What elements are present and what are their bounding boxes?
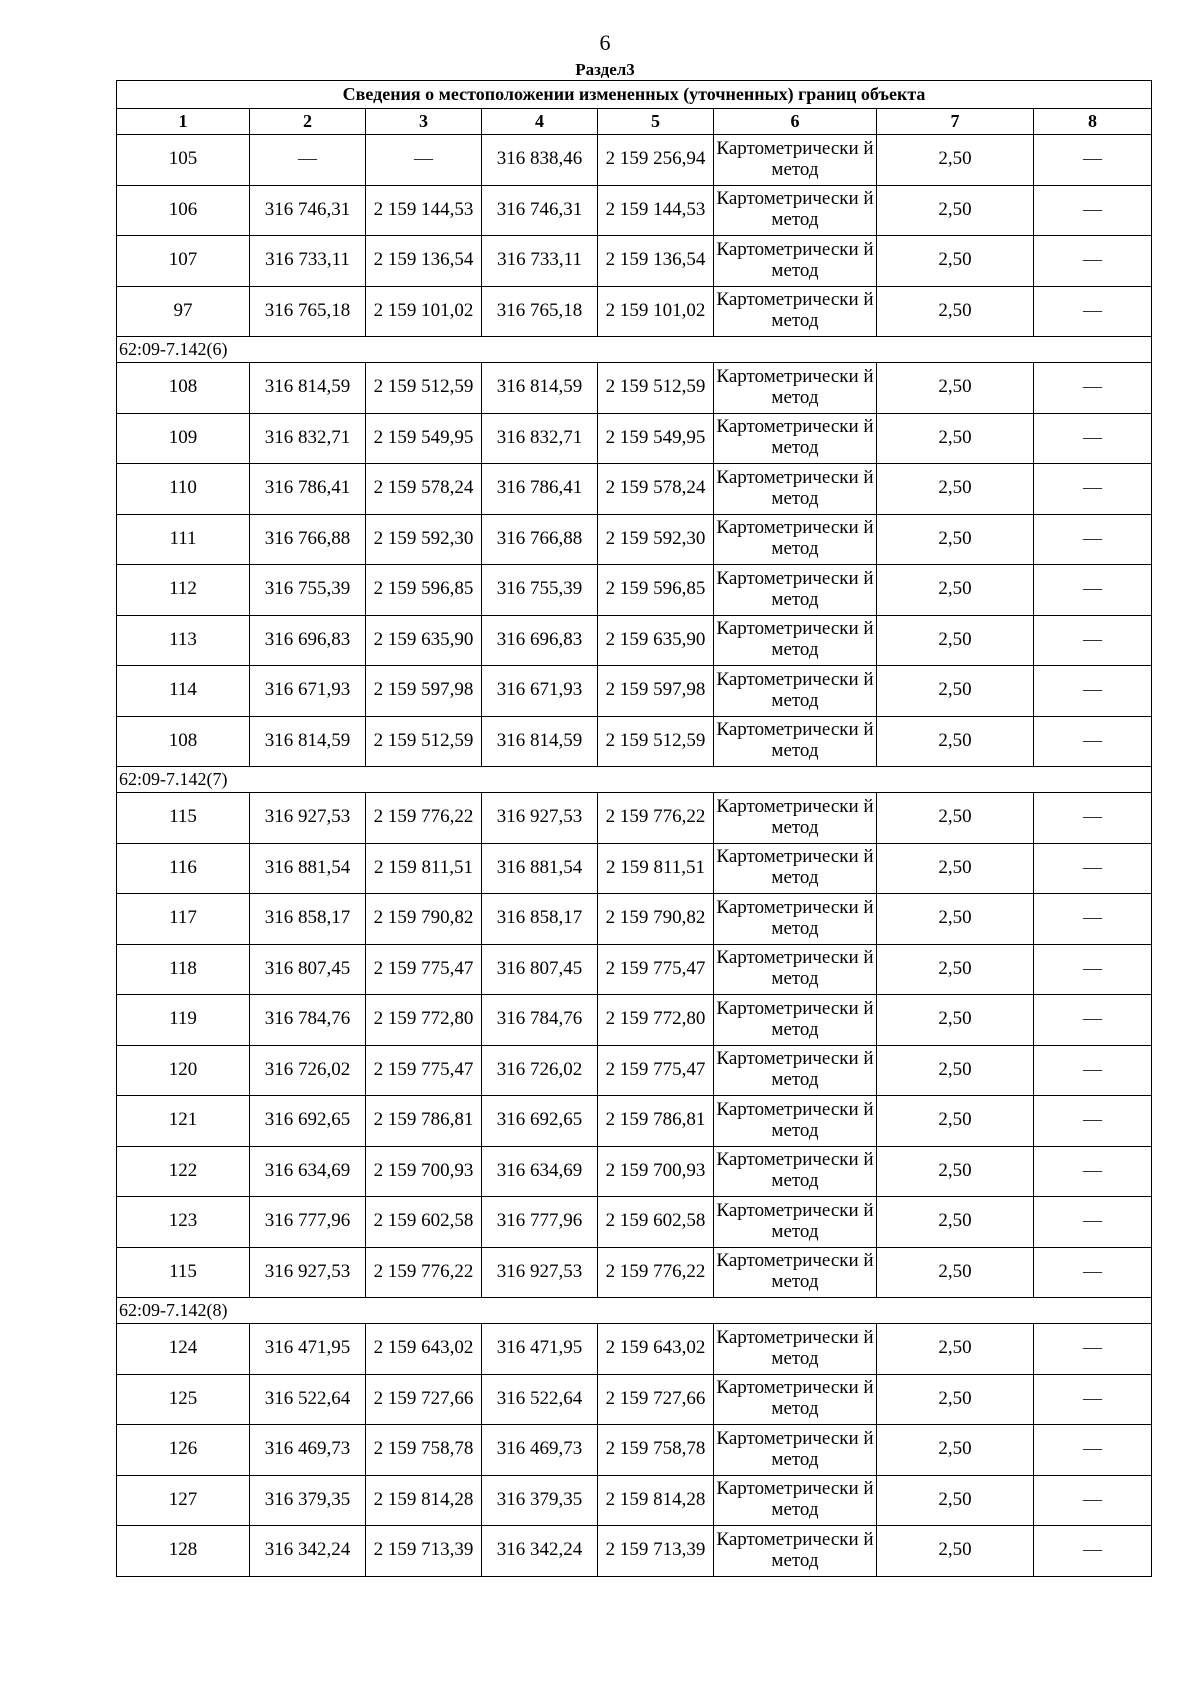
- point-number-cell: 110: [117, 464, 250, 515]
- description-cell: —: [1034, 1324, 1152, 1375]
- point-number-cell: 118: [117, 944, 250, 995]
- x-new-cell: 316 807,45: [482, 944, 598, 995]
- x-new-cell: 316 777,96: [482, 1197, 598, 1248]
- accuracy-cell: 2,50: [877, 716, 1034, 767]
- y-old-cell: 2 159 592,30: [366, 514, 482, 565]
- x-new-cell: 316 784,76: [482, 995, 598, 1046]
- y-old-cell: 2 159 596,85: [366, 565, 482, 616]
- x-new-cell: 316 927,53: [482, 1247, 598, 1298]
- point-number-cell: 109: [117, 413, 250, 464]
- y-new-cell: 2 159 776,22: [598, 1247, 714, 1298]
- y-new-cell: 2 159 512,59: [598, 716, 714, 767]
- y-old-cell: 2 159 811,51: [366, 843, 482, 894]
- description-cell: —: [1034, 185, 1152, 236]
- table-row: [117, 185, 1152, 236]
- point-number-cell: 97: [117, 286, 250, 337]
- x-new-cell: 316 858,17: [482, 894, 598, 945]
- description-cell: —: [1034, 1045, 1152, 1096]
- point-number-cell: 122: [117, 1146, 250, 1197]
- method-cell: Картометрически й метод: [714, 1197, 877, 1248]
- table-row: [117, 1324, 1152, 1375]
- table-row: [117, 565, 1152, 616]
- method-cell: Картометрически й метод: [714, 1045, 877, 1096]
- point-number-cell: 121: [117, 1096, 250, 1147]
- accuracy-cell: 2,50: [877, 666, 1034, 717]
- y-old-cell: 2 159 786,81: [366, 1096, 482, 1147]
- y-old-cell: 2 159 101,02: [366, 286, 482, 337]
- x-new-cell: 316 342,24: [482, 1526, 598, 1577]
- point-number-cell: 120: [117, 1045, 250, 1096]
- table-row: [117, 464, 1152, 515]
- description-cell: —: [1034, 666, 1152, 717]
- table-row: [117, 135, 1152, 186]
- x-new-cell: 316 634,69: [482, 1146, 598, 1197]
- description-cell: —: [1034, 565, 1152, 616]
- accuracy-cell: 2,50: [877, 286, 1034, 337]
- description-cell: —: [1034, 1475, 1152, 1526]
- accuracy-cell: 2,50: [877, 1374, 1034, 1425]
- y-new-cell: 2 159 811,51: [598, 843, 714, 894]
- description-cell: —: [1034, 944, 1152, 995]
- description-cell: —: [1034, 716, 1152, 767]
- x-new-cell: 316 838,46: [482, 135, 598, 186]
- accuracy-cell: 2,50: [877, 894, 1034, 945]
- description-cell: —: [1034, 1146, 1152, 1197]
- y-old-cell: 2 159 713,39: [366, 1526, 482, 1577]
- point-number-cell: 123: [117, 1197, 250, 1248]
- column-header: 2: [250, 109, 366, 135]
- y-old-cell: 2 159 597,98: [366, 666, 482, 717]
- y-old-cell: 2 159 549,95: [366, 413, 482, 464]
- point-number-cell: 126: [117, 1425, 250, 1476]
- x-old-cell: 316 733,11: [250, 236, 366, 287]
- method-cell: Картометрически й метод: [714, 1425, 877, 1476]
- x-new-cell: 316 379,35: [482, 1475, 598, 1526]
- accuracy-cell: 2,50: [877, 793, 1034, 844]
- method-cell: Картометрически й метод: [714, 565, 877, 616]
- y-new-cell: 2 159 578,24: [598, 464, 714, 515]
- description-cell: —: [1034, 514, 1152, 565]
- table-row: [117, 1425, 1152, 1476]
- x-old-cell: 316 755,39: [250, 565, 366, 616]
- x-new-cell: 316 696,83: [482, 615, 598, 666]
- method-cell: Картометрически й метод: [714, 1247, 877, 1298]
- x-new-cell: 316 469,73: [482, 1425, 598, 1476]
- method-cell: Картометрически й метод: [714, 464, 877, 515]
- method-cell: Картометрически й метод: [714, 514, 877, 565]
- x-old-cell: 316 746,31: [250, 185, 366, 236]
- y-new-cell: 2 159 643,02: [598, 1324, 714, 1375]
- description-cell: —: [1034, 1096, 1152, 1147]
- x-new-cell: 316 927,53: [482, 793, 598, 844]
- method-cell: Картометрически й метод: [714, 236, 877, 287]
- page-number: 6: [599, 30, 611, 55]
- point-number-cell: 107: [117, 236, 250, 287]
- accuracy-cell: 2,50: [877, 1526, 1034, 1577]
- x-new-cell: 316 766,88: [482, 514, 598, 565]
- table-row: [117, 413, 1152, 464]
- method-cell: Картометрически й метод: [714, 716, 877, 767]
- table-body: [117, 135, 1152, 1577]
- x-old-cell: 316 814,59: [250, 716, 366, 767]
- accuracy-cell: 2,50: [877, 843, 1034, 894]
- table-row: [117, 666, 1152, 717]
- table-row: [117, 995, 1152, 1046]
- point-number-cell: 108: [117, 716, 250, 767]
- description-cell: —: [1034, 995, 1152, 1046]
- point-number-cell: 115: [117, 1247, 250, 1298]
- group-row: [117, 337, 1152, 363]
- x-old-cell: 316 881,54: [250, 843, 366, 894]
- point-number-cell: 124: [117, 1324, 250, 1375]
- x-old-cell: 316 784,76: [250, 995, 366, 1046]
- y-old-cell: 2 159 776,22: [366, 793, 482, 844]
- y-new-cell: 2 159 597,98: [598, 666, 714, 717]
- method-cell: Картометрически й метод: [714, 363, 877, 414]
- x-new-cell: 316 671,93: [482, 666, 598, 717]
- y-old-cell: —: [366, 135, 482, 186]
- table-row: [117, 1045, 1152, 1096]
- y-new-cell: 2 159 727,66: [598, 1374, 714, 1425]
- accuracy-cell: 2,50: [877, 363, 1034, 414]
- method-cell: Картометрически й метод: [714, 185, 877, 236]
- method-cell: Картометрически й метод: [714, 1146, 877, 1197]
- y-new-cell: 2 159 549,95: [598, 413, 714, 464]
- x-old-cell: 316 671,93: [250, 666, 366, 717]
- y-new-cell: 2 159 256,94: [598, 135, 714, 186]
- point-number-cell: 111: [117, 514, 250, 565]
- method-cell: Картометрически й метод: [714, 1526, 877, 1577]
- x-old-cell: 316 522,64: [250, 1374, 366, 1425]
- x-old-cell: 316 777,96: [250, 1197, 366, 1248]
- x-new-cell: 316 726,02: [482, 1045, 598, 1096]
- y-new-cell: 2 159 144,53: [598, 185, 714, 236]
- method-cell: Картометрически й метод: [714, 413, 877, 464]
- y-old-cell: 2 159 512,59: [366, 716, 482, 767]
- x-new-cell: 316 881,54: [482, 843, 598, 894]
- description-cell: —: [1034, 286, 1152, 337]
- y-old-cell: 2 159 635,90: [366, 615, 482, 666]
- y-new-cell: 2 159 136,54: [598, 236, 714, 287]
- table-title: Сведения о местоположении измененных (уточненных) границ объекта: [117, 81, 1152, 109]
- group-label: 62:09-7.142(6): [117, 337, 1152, 363]
- group-row: [117, 767, 1152, 793]
- x-new-cell: 316 814,59: [482, 363, 598, 414]
- method-cell: Картометрически й метод: [714, 995, 877, 1046]
- x-old-cell: —: [250, 135, 366, 186]
- column-header-row: [117, 109, 1152, 135]
- point-number-cell: 108: [117, 363, 250, 414]
- accuracy-cell: 2,50: [877, 615, 1034, 666]
- accuracy-cell: 2,50: [877, 464, 1034, 515]
- column-header: 1: [117, 109, 250, 135]
- table-row: [117, 286, 1152, 337]
- description-cell: —: [1034, 894, 1152, 945]
- x-new-cell: 316 755,39: [482, 565, 598, 616]
- description-cell: —: [1034, 464, 1152, 515]
- x-new-cell: 316 692,65: [482, 1096, 598, 1147]
- point-number-cell: 125: [117, 1374, 250, 1425]
- table-row: [117, 514, 1152, 565]
- accuracy-cell: 2,50: [877, 1197, 1034, 1248]
- y-new-cell: 2 159 776,22: [598, 793, 714, 844]
- table-row: [117, 236, 1152, 287]
- x-new-cell: 316 786,41: [482, 464, 598, 515]
- table-row: [117, 793, 1152, 844]
- y-new-cell: 2 159 790,82: [598, 894, 714, 945]
- table-row: [117, 843, 1152, 894]
- y-old-cell: 2 159 578,24: [366, 464, 482, 515]
- y-new-cell: 2 159 635,90: [598, 615, 714, 666]
- point-number-cell: 113: [117, 615, 250, 666]
- x-new-cell: 316 832,71: [482, 413, 598, 464]
- x-old-cell: 316 379,35: [250, 1475, 366, 1526]
- table-row: [117, 1096, 1152, 1147]
- x-old-cell: 316 786,41: [250, 464, 366, 515]
- y-old-cell: 2 159 814,28: [366, 1475, 482, 1526]
- column-header: 6: [714, 109, 877, 135]
- x-old-cell: 316 634,69: [250, 1146, 366, 1197]
- table-row: [117, 615, 1152, 666]
- accuracy-cell: 2,50: [877, 236, 1034, 287]
- x-old-cell: 316 469,73: [250, 1425, 366, 1476]
- description-cell: —: [1034, 1526, 1152, 1577]
- accuracy-cell: 2,50: [877, 1247, 1034, 1298]
- description-cell: —: [1034, 135, 1152, 186]
- y-old-cell: 2 159 136,54: [366, 236, 482, 287]
- table-row: [117, 1374, 1152, 1425]
- description-cell: —: [1034, 236, 1152, 287]
- y-old-cell: 2 159 512,59: [366, 363, 482, 414]
- y-new-cell: 2 159 512,59: [598, 363, 714, 414]
- point-number-cell: 114: [117, 666, 250, 717]
- y-old-cell: 2 159 772,80: [366, 995, 482, 1046]
- y-old-cell: 2 159 602,58: [366, 1197, 482, 1248]
- y-new-cell: 2 159 596,85: [598, 565, 714, 616]
- y-new-cell: 2 159 713,39: [598, 1526, 714, 1577]
- method-cell: Картометрически й метод: [714, 843, 877, 894]
- table-row: [117, 1475, 1152, 1526]
- column-header: 8: [1034, 109, 1152, 135]
- description-cell: —: [1034, 1374, 1152, 1425]
- method-cell: Картометрически й метод: [714, 894, 877, 945]
- description-cell: —: [1034, 793, 1152, 844]
- x-old-cell: 316 807,45: [250, 944, 366, 995]
- x-new-cell: 316 733,11: [482, 236, 598, 287]
- x-old-cell: 316 765,18: [250, 286, 366, 337]
- accuracy-cell: 2,50: [877, 1324, 1034, 1375]
- x-old-cell: 316 766,88: [250, 514, 366, 565]
- x-old-cell: 316 858,17: [250, 894, 366, 945]
- y-new-cell: 2 159 775,47: [598, 1045, 714, 1096]
- y-old-cell: 2 159 790,82: [366, 894, 482, 945]
- column-header: 7: [877, 109, 1034, 135]
- x-old-cell: 316 696,83: [250, 615, 366, 666]
- x-old-cell: 316 814,59: [250, 363, 366, 414]
- y-old-cell: 2 159 776,22: [366, 1247, 482, 1298]
- description-cell: —: [1034, 1197, 1152, 1248]
- accuracy-cell: 2,50: [877, 995, 1034, 1046]
- y-new-cell: 2 159 786,81: [598, 1096, 714, 1147]
- accuracy-cell: 2,50: [877, 565, 1034, 616]
- y-new-cell: 2 159 101,02: [598, 286, 714, 337]
- method-cell: Картометрически й метод: [714, 666, 877, 717]
- point-number-cell: 119: [117, 995, 250, 1046]
- method-cell: Картометрически й метод: [714, 135, 877, 186]
- table-row: [117, 1197, 1152, 1248]
- y-old-cell: 2 159 775,47: [366, 944, 482, 995]
- x-new-cell: 316 522,64: [482, 1374, 598, 1425]
- y-old-cell: 2 159 700,93: [366, 1146, 482, 1197]
- point-number-cell: 115: [117, 793, 250, 844]
- y-new-cell: 2 159 700,93: [598, 1146, 714, 1197]
- description-cell: —: [1034, 615, 1152, 666]
- description-cell: —: [1034, 1425, 1152, 1476]
- y-new-cell: 2 159 775,47: [598, 944, 714, 995]
- x-old-cell: 316 832,71: [250, 413, 366, 464]
- description-cell: —: [1034, 843, 1152, 894]
- table-row: [117, 1146, 1152, 1197]
- group-row: [117, 1298, 1152, 1324]
- x-old-cell: 316 471,95: [250, 1324, 366, 1375]
- x-new-cell: 316 814,59: [482, 716, 598, 767]
- accuracy-cell: 2,50: [877, 1096, 1034, 1147]
- method-cell: Картометрически й метод: [714, 1374, 877, 1425]
- method-cell: Картометрически й метод: [714, 286, 877, 337]
- table-row: [117, 944, 1152, 995]
- table-row: [117, 363, 1152, 414]
- x-new-cell: 316 471,95: [482, 1324, 598, 1375]
- point-number-cell: 112: [117, 565, 250, 616]
- table-row: [117, 716, 1152, 767]
- accuracy-cell: 2,50: [877, 944, 1034, 995]
- description-cell: —: [1034, 363, 1152, 414]
- table-row: [117, 1247, 1152, 1298]
- y-new-cell: 2 159 772,80: [598, 995, 714, 1046]
- y-old-cell: 2 159 727,66: [366, 1374, 482, 1425]
- coordinates-table: [116, 80, 1152, 1577]
- table-title-row: [117, 81, 1152, 109]
- y-old-cell: 2 159 758,78: [366, 1425, 482, 1476]
- x-new-cell: 316 746,31: [482, 185, 598, 236]
- y-new-cell: 2 159 758,78: [598, 1425, 714, 1476]
- method-cell: Картометрически й метод: [714, 944, 877, 995]
- point-number-cell: 105: [117, 135, 250, 186]
- point-number-cell: 117: [117, 894, 250, 945]
- method-cell: Картометрически й метод: [714, 1475, 877, 1526]
- section-title: Раздел3: [575, 60, 635, 79]
- x-old-cell: 316 692,65: [250, 1096, 366, 1147]
- accuracy-cell: 2,50: [877, 1475, 1034, 1526]
- x-old-cell: 316 927,53: [250, 793, 366, 844]
- point-number-cell: 116: [117, 843, 250, 894]
- y-old-cell: 2 159 643,02: [366, 1324, 482, 1375]
- accuracy-cell: 2,50: [877, 1146, 1034, 1197]
- group-label: 62:09-7.142(8): [117, 1298, 1152, 1324]
- accuracy-cell: 2,50: [877, 413, 1034, 464]
- method-cell: Картометрически й метод: [714, 1324, 877, 1375]
- y-old-cell: 2 159 775,47: [366, 1045, 482, 1096]
- y-new-cell: 2 159 814,28: [598, 1475, 714, 1526]
- column-header: 3: [366, 109, 482, 135]
- point-number-cell: 128: [117, 1526, 250, 1577]
- x-old-cell: 316 927,53: [250, 1247, 366, 1298]
- accuracy-cell: 2,50: [877, 135, 1034, 186]
- accuracy-cell: 2,50: [877, 185, 1034, 236]
- accuracy-cell: 2,50: [877, 1425, 1034, 1476]
- table-row: [117, 894, 1152, 945]
- method-cell: Картометрически й метод: [714, 1096, 877, 1147]
- y-old-cell: 2 159 144,53: [366, 185, 482, 236]
- point-number-cell: 106: [117, 185, 250, 236]
- x-old-cell: 316 342,24: [250, 1526, 366, 1577]
- y-new-cell: 2 159 602,58: [598, 1197, 714, 1248]
- description-cell: —: [1034, 413, 1152, 464]
- x-old-cell: 316 726,02: [250, 1045, 366, 1096]
- column-header: 5: [598, 109, 714, 135]
- y-new-cell: 2 159 592,30: [598, 514, 714, 565]
- table-row: [117, 1526, 1152, 1577]
- method-cell: Картометрически й метод: [714, 615, 877, 666]
- accuracy-cell: 2,50: [877, 1045, 1034, 1096]
- point-number-cell: 127: [117, 1475, 250, 1526]
- column-header: 4: [482, 109, 598, 135]
- accuracy-cell: 2,50: [877, 514, 1034, 565]
- group-label: 62:09-7.142(7): [117, 767, 1152, 793]
- method-cell: Картометрически й метод: [714, 793, 877, 844]
- x-new-cell: 316 765,18: [482, 286, 598, 337]
- description-cell: —: [1034, 1247, 1152, 1298]
